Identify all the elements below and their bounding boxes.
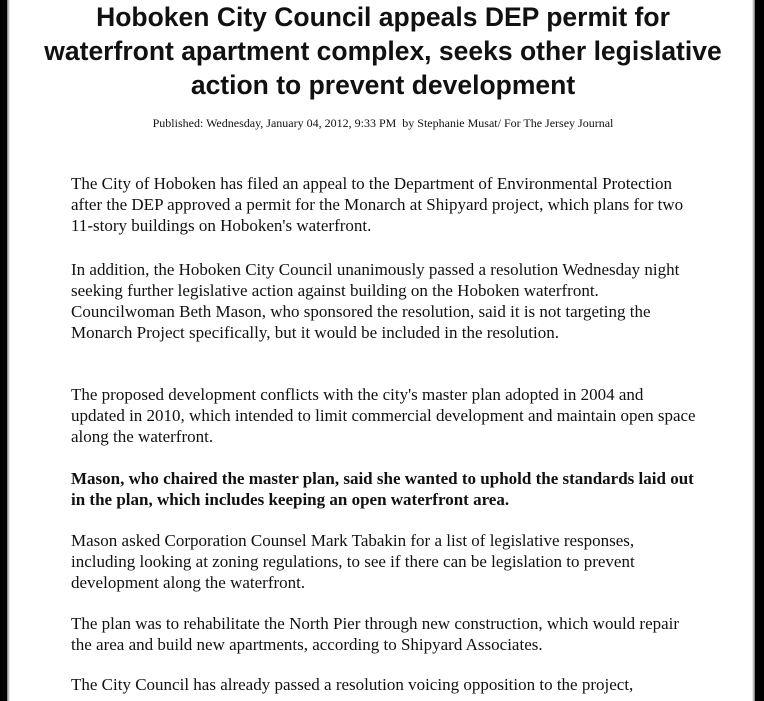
page-left-border bbox=[0, 0, 7, 701]
paragraph-legislative-responses: Mason asked Corporation Counsel Mark Tabakin for a list of legislative responses, including looking at zoning regulations, to see if there can be legislation to prevent development along the waterfront. bbox=[71, 531, 635, 592]
published-date: Published: Wednesday, January 04, 2012, 9:33 PM bbox=[152, 116, 397, 130]
paragraph-opposition: The City Council has already passed a resolution voicing opposition to the project, bbox=[71, 675, 634, 694]
paragraph-appeal: The City of Hoboken has filed an appeal to the Department of Environmental Protection after the DEP approved a permit for the Monarch at Shipyard project, which plans for two 11-story buildings on Hoboken's waterfront. bbox=[71, 174, 684, 235]
page-right-border bbox=[755, 0, 764, 701]
paragraph-mason-quote: Mason, who chaired the master plan, said she wanted to uphold the standards laid out in the plan, which includes keeping an open waterfront area. bbox=[71, 469, 694, 509]
paragraph-master-plan: The proposed development conflicts with the city's master plan adopted in 2004 and updated in 2010, which intended to limit commercial development and maintain open space along the waterfront. bbox=[71, 385, 696, 446]
paragraph-resolution: In addition, the Hoboken City Council unanimously passed a resolution Wednesday night seeking further legislative action against building on the Hoboken waterfront. Councilwoman Beth Mason, who sponsored the resolution, said it is not targeting the Monarch Project specifically, but it would be included in the resolution. bbox=[71, 260, 680, 342]
article-headline: Hoboken City Council appeals DEP permit for waterfront apartment complex, seeks other legislative action to prevent development bbox=[44, 2, 722, 100]
article-byline-row bbox=[40, 116, 726, 131]
author-credit: by Stephanie Musat/ For The Jersey Journal bbox=[402, 116, 614, 130]
paragraph-north-pier: The plan was to rehabilitate the North Pier through new construction, which would repair the area and build new apartments, according to Shipyard Associates. bbox=[71, 614, 680, 654]
